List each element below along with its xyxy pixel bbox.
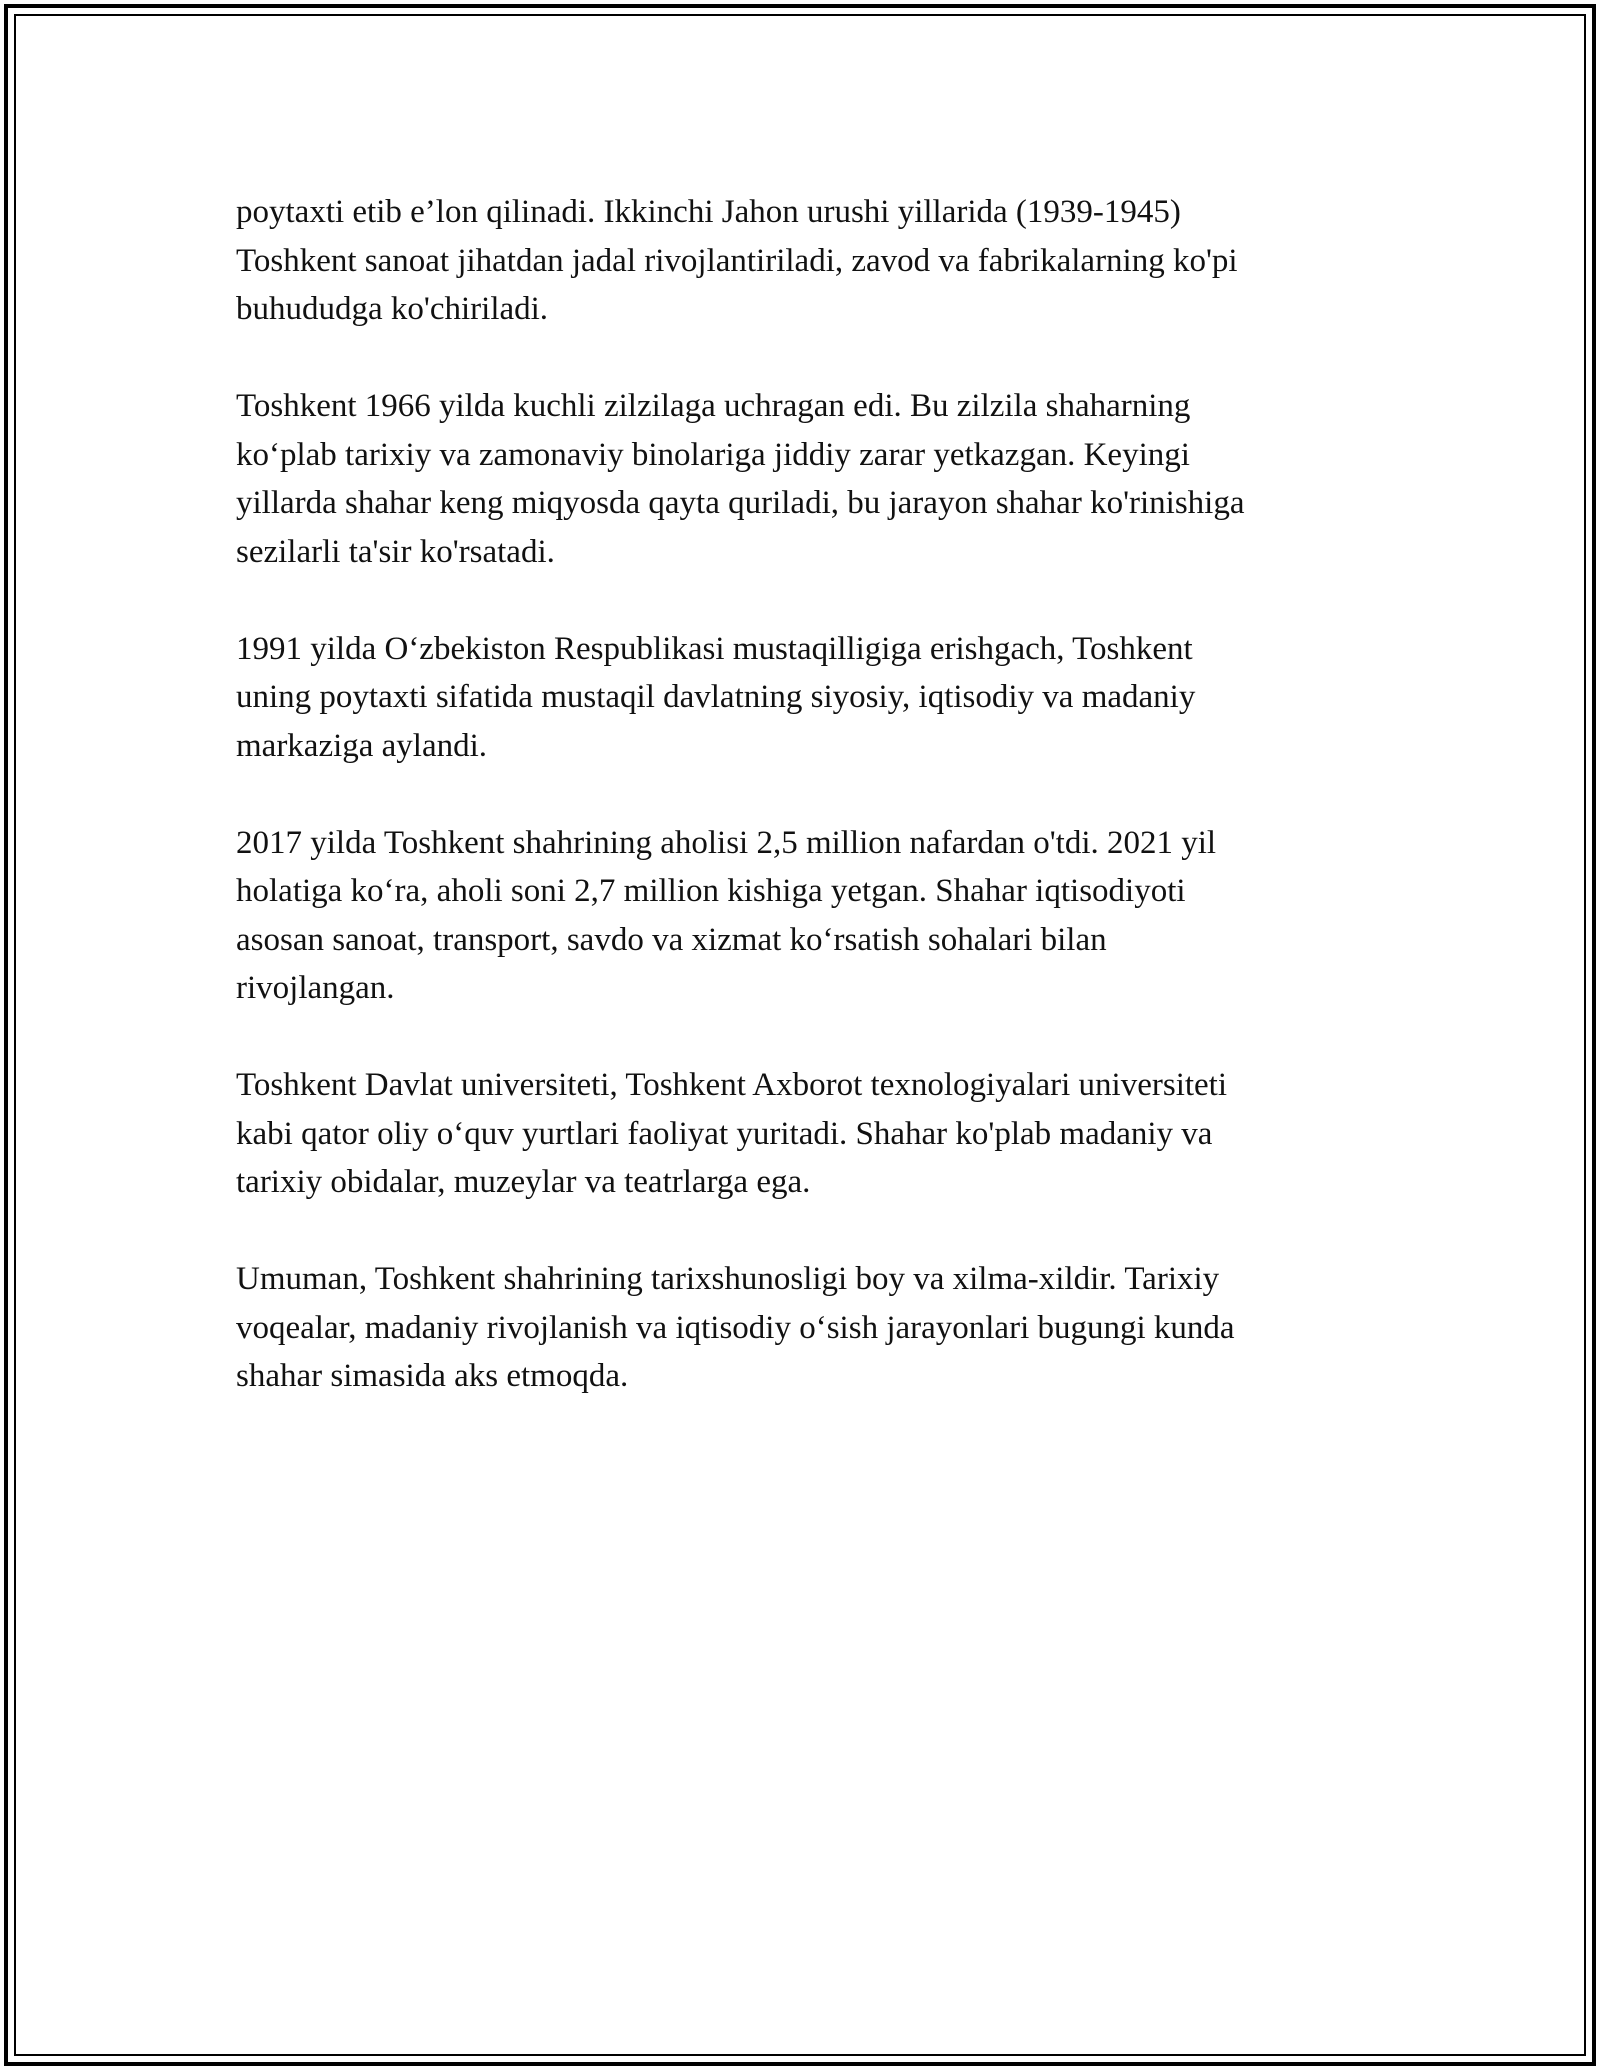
text-line: uning poytaxti sifatida mustaqil davlatning siyosiy, iqtisodiy va madaniy [236,679,1196,715]
text-line: poytaxti etib e’lon qilinadi. Ikkinchi Jahon urushi yillarida (1939-1945) [236,194,1181,230]
text-line: buhududga ko'chiriladi. [236,291,549,327]
text-line: 1991 yilda O‘zbekiston Respublikasi mustaqilligiga erishgach, Toshkent [236,630,1193,667]
paragraph [236,1061,1366,1207]
text-line: markaziga aylandi. [236,727,488,764]
text-line: kabi qator oliy o‘quv yurtlari faoliyat yuritadi. Shahar ko'plab madaniy va [236,1115,1213,1152]
paragraph [236,188,1366,334]
text-line: ko‘plab tarixiy va zamonaviy binolariga jiddiy zarar yetkazgan. Keyingi [236,436,1190,473]
text-line: holatiga ko‘ra, aholi soni 2,7 million kishiga yetgan. Shahar iqtisodiyoti [236,873,1186,909]
text-line: tarixiy obidalar, muzeylar va teatrlarga ega. [236,1164,811,1200]
text-line: asosan sanoat, transport, savdo va xizmat ko‘rsatish sohalari bilan [236,921,1107,958]
document-body [236,188,1366,1449]
paragraph [236,1255,1366,1401]
text-line: 2017 yilda Toshkent shahrining aholisi 2,5 million nafardan o'tdi. 2021 yil [236,824,1217,861]
text-line: Toshkent 1966 yilda kuchli zilzilaga uchragan edi. Bu zilzila shaharning [236,388,1191,424]
text-line: shahar simasida aks etmoqda. [236,1358,629,1394]
paragraph [236,382,1366,576]
text-line: rivojlangan. [236,970,395,1006]
text-line: Umuman, Toshkent shahrining tarixshunosligi boy va xilma-xildir. Tarixiy [236,1261,1220,1297]
text-line: Toshkent Davlat universiteti, Toshkent Axborot texnologiyalari universiteti [236,1067,1228,1103]
text-line: yillarda shahar keng miqyosda qayta quriladi, bu jarayon shahar ko'rinishiga [236,485,1245,521]
text-line: Toshkent sanoat jihatdan jadal rivojlantiriladi, zavod va fabrikalarning ko'pi [236,242,1238,279]
text-line: sezilarli ta'sir ko'rsatadi. [236,533,555,570]
paragraph [236,625,1366,771]
text-line: voqealar, madaniy rivojlanish va iqtisodiy o‘sish jarayonlari bugungi kunda [236,1309,1235,1346]
paragraph [236,819,1366,1013]
